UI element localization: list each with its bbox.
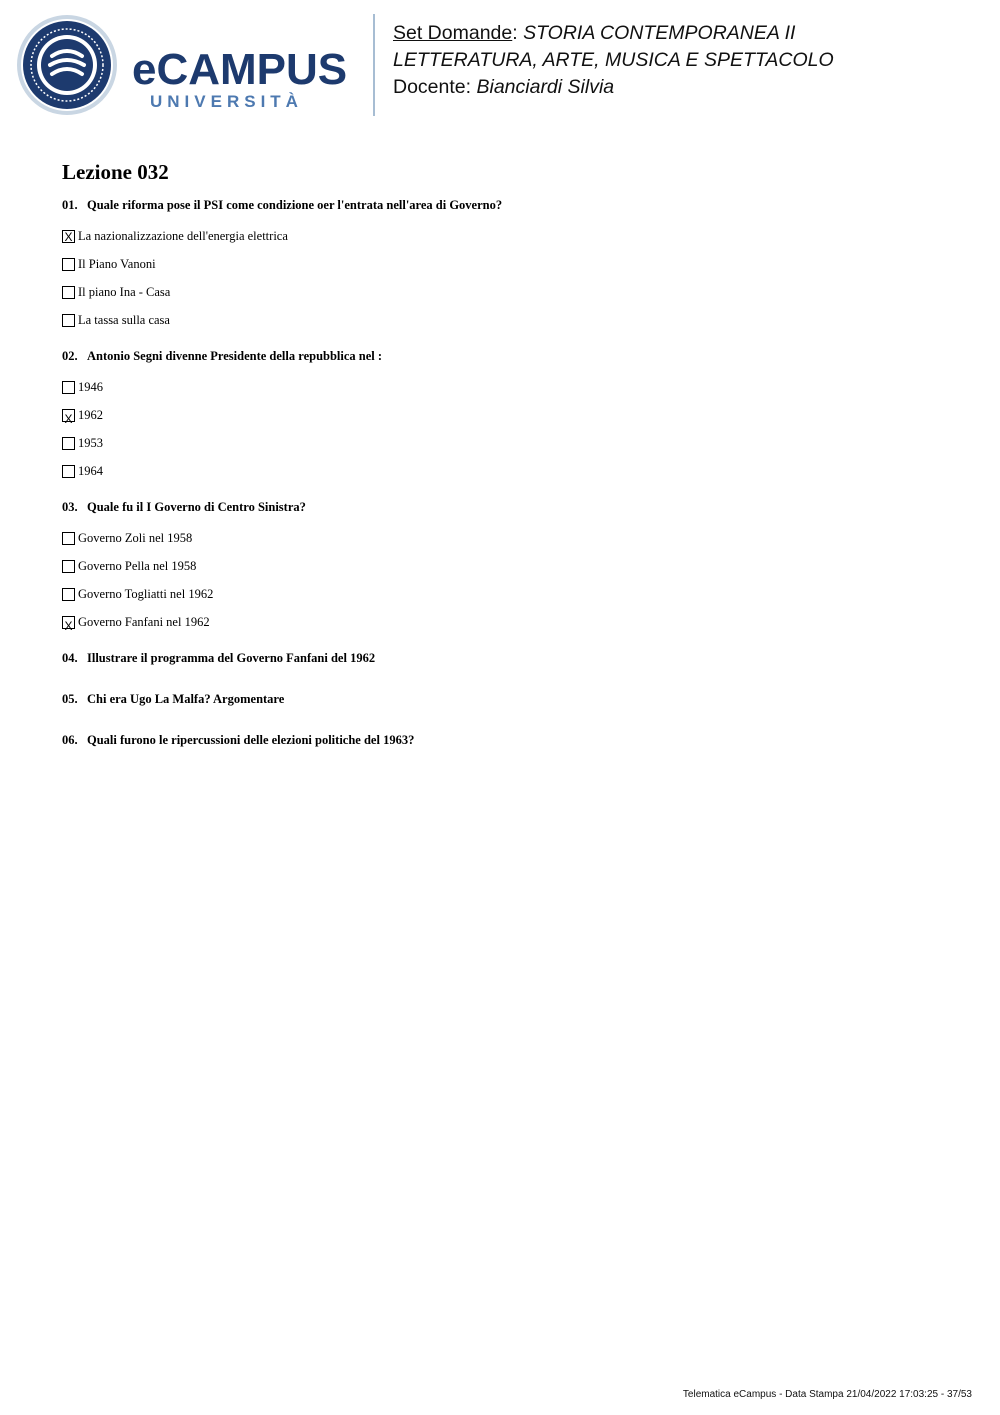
question-label: Illustrare il programma del Governo Fanfani del 1962	[87, 651, 376, 665]
answer-option[interactable]	[62, 401, 942, 429]
question-text	[62, 690, 942, 708]
seal-icon	[17, 15, 117, 115]
checkbox[interactable]	[62, 258, 75, 271]
question-number: 02.	[62, 349, 78, 363]
question-4	[62, 649, 942, 690]
question-text	[62, 731, 942, 749]
checkbox[interactable]	[62, 381, 75, 394]
question-text	[62, 196, 942, 214]
answer-label: La tassa sulla casa	[78, 312, 170, 327]
answer-option[interactable]	[62, 608, 942, 636]
answer-option[interactable]	[62, 278, 942, 306]
answer-label: 1953	[78, 435, 103, 450]
answer-option[interactable]	[62, 524, 942, 552]
checkbox[interactable]	[62, 314, 75, 327]
set-label: Set Domande	[393, 22, 513, 44]
checkbox[interactable]	[62, 588, 75, 601]
header-divider	[373, 14, 375, 116]
question-5	[62, 690, 942, 731]
checkbox-checked[interactable]	[62, 409, 75, 426]
check-mark-icon: X	[64, 411, 73, 426]
answer-label: Governo Pella nel 1958	[78, 558, 197, 573]
answer-label: 1962	[78, 407, 103, 422]
checkbox[interactable]	[62, 532, 75, 545]
answer-label: Governo Togliatti nel 1962	[78, 586, 214, 601]
answer-label: Governo Zoli nel 1958	[78, 530, 193, 545]
header-line-1: Set Domande: STORIA CONTEMPORANEA II	[393, 22, 796, 44]
question-text	[62, 498, 942, 516]
check-mark-icon: X	[64, 618, 73, 633]
docente-name: Bianciardi Silvia	[476, 76, 615, 98]
question-number: 03.	[62, 500, 78, 514]
question-text	[62, 347, 942, 365]
question-number: 05.	[62, 692, 78, 706]
lesson-title: Lezione 032	[62, 160, 169, 184]
page-footer: Telematica eCampus - Data Stampa 21/04/2022 17:03:25 - 37/53	[682, 1389, 972, 1400]
answer-label: Il Piano Vanoni	[78, 256, 156, 271]
answer-label: La nazionalizzazione dell'energia elettrica	[78, 228, 288, 243]
answer-label: 1964	[78, 463, 103, 478]
answer-option[interactable]	[62, 457, 942, 485]
checkbox[interactable]	[62, 560, 75, 573]
question-label: Quali furono le ripercussioni delle elezioni politiche del 1963?	[87, 733, 415, 747]
question-number: 06.	[62, 733, 78, 747]
question-2	[62, 347, 942, 498]
check-mark-icon: X	[64, 229, 73, 244]
question-6	[62, 731, 942, 749]
answer-label: Governo Fanfani nel 1962	[78, 614, 210, 629]
question-text	[62, 649, 942, 667]
question-label: Chi era Ugo La Malfa? Argomentare	[87, 692, 285, 706]
checkbox[interactable]	[62, 465, 75, 478]
question-label: Antonio Segni divenne Presidente della repubblica nel :	[87, 349, 383, 363]
question-3	[62, 498, 942, 649]
answer-option[interactable]	[62, 580, 942, 608]
answer-option[interactable]	[62, 222, 942, 250]
header-line-3	[393, 74, 983, 101]
header-info	[393, 20, 983, 101]
answer-option[interactable]	[62, 306, 942, 334]
question-1	[62, 196, 942, 347]
answer-option[interactable]	[62, 373, 942, 401]
subject-line-2: LETTERATURA, ARTE, MUSICA E SPETTACOLO	[393, 49, 834, 71]
question-number: 04.	[62, 651, 78, 665]
answer-label: Il piano Ina - Casa	[78, 284, 171, 299]
svg-text:UNIVERSITÀ: UNIVERSITÀ	[150, 92, 303, 111]
checkbox[interactable]	[62, 286, 75, 299]
docente-label: Docente:	[393, 76, 472, 98]
answer-option[interactable]	[62, 250, 942, 278]
ecampus-logo	[14, 12, 364, 118]
answer-option[interactable]	[62, 429, 942, 457]
checkbox-checked[interactable]	[62, 230, 75, 243]
checkbox-checked[interactable]	[62, 616, 75, 633]
question-list	[62, 196, 942, 749]
answer-options	[62, 222, 942, 334]
subject-line-1: STORIA CONTEMPORANEA II	[523, 22, 796, 44]
question-label: Quale riforma pose il PSI come condizione oer l'entrata nell'area di Governo?	[87, 198, 503, 212]
answer-options	[62, 524, 942, 636]
question-label: Quale fu il I Governo di Centro Sinistra?	[87, 500, 306, 514]
ecampus-logo-graphic	[14, 12, 364, 118]
answer-options	[62, 373, 942, 485]
svg-text:eCAMPUS: eCAMPUS	[132, 45, 348, 94]
answer-label: 1946	[78, 379, 103, 394]
answer-option[interactable]	[62, 552, 942, 580]
question-number: 01.	[62, 198, 78, 212]
checkbox[interactable]	[62, 437, 75, 450]
